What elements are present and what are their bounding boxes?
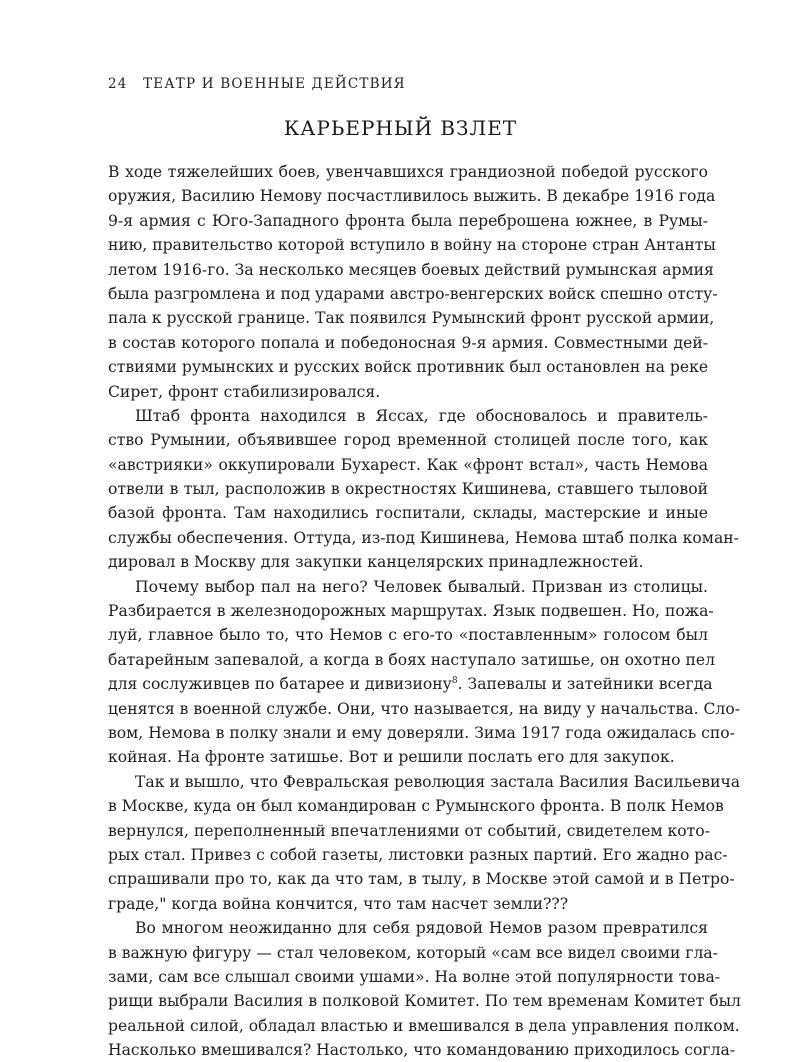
text-line: Во многом неожиданно для себя рядовой Немов разом превратился xyxy=(135,919,708,938)
text-line: пала к русской границе. Так появился Румынский фронт русской армии, xyxy=(108,309,715,328)
text-line: Так и вышло, что Февральская революция застала Василия Васильевича xyxy=(135,772,741,791)
text-line: Почему выбор пал на него? Человек бывалый. Призван из столицы. xyxy=(135,577,708,596)
footnote-ref: 8 xyxy=(451,676,458,687)
text-line: нию, правительство которой вступило в войну на стороне стран Антанты xyxy=(108,236,716,255)
text-line: оружия, Василию Немову посчастливилось выжить. В декабре 1916 года xyxy=(108,187,716,206)
text-line: койная. На фронте затишье. Вот и решили послать его для закупок. xyxy=(108,748,675,767)
text-line: дировал в Москву для закупки канцелярских принадлежностей. xyxy=(108,553,644,572)
text-line: летом 1916-го. За несколько месяцев боевых действий румынская армия xyxy=(108,260,714,279)
text-line: в важную фигуру — стал человеком, который «сам все видел своими гла- xyxy=(108,943,718,962)
running-head xyxy=(108,76,406,92)
text-line: ство Румынии, объявившее город временной столицей после того, как xyxy=(108,431,708,450)
text-line: рищи выбрали Василия в полковой Комитет. По тем временам Комитет был xyxy=(108,992,741,1011)
text-line: спрашивали про то, как да что там, в тылу, в Москве этой самой и в Петро- xyxy=(108,870,735,889)
page-number: 24 xyxy=(108,76,128,92)
text-line: Сирет, фронт стабилизировался. xyxy=(108,382,381,401)
text-line: реальной силой, обладал властью и вмешивался в дела управления полком. xyxy=(108,1016,740,1035)
text-line: Насколько вмешивался? Настолько, что командованию приходилось согла- xyxy=(108,1041,736,1060)
text-line: отвели в тыл, расположив в окрестностях Кишинева, ставшего тыловой xyxy=(108,480,708,499)
text-line: Штаб фронта находился в Яссах, где обосновалось и правитель- xyxy=(135,406,708,425)
text-line: базой фронта. Там находились госпитали, склады, мастерские и иные xyxy=(108,504,708,523)
text-line: Разбирается в железнодорожных маршрутах. Язык подвешен. Но, пожа- xyxy=(108,602,714,621)
text-line: ценятся в военной службе. Они, что называется, на виду у начальства. Сло- xyxy=(108,699,740,718)
text-line: граде," когда война кончится, что там насчет земли??? xyxy=(108,894,569,913)
text-line: вернулся, переполненный впечатлениями от событий, свидетелем кото- xyxy=(108,821,710,840)
running-title: ТЕАТР И ВОЕННЫЕ ДЕЙСТВИЯ xyxy=(143,76,406,92)
text-line: вом, Немова в полку знали и ему доверяли. Зима 1917 года ожидалась спо- xyxy=(108,723,735,742)
text-line: «австрияки» оккупировали Бухарест. Как «фронт встал», часть Немова xyxy=(108,455,708,474)
text-line: в Москве, куда он был командирован с Румынского фронта. В полк Немов xyxy=(108,797,724,816)
text-line: была разгромлена и под ударами австро-венгерских войск спешно отсту- xyxy=(108,284,718,303)
text-line: зами, сам все слышал своими ушами». На волне этой популярности това- xyxy=(108,967,721,986)
text-line: для сослуживцев по батарее и дивизиону$^8$. Запевалы и затейники всегда xyxy=(108,675,713,694)
body-text xyxy=(108,160,741,1062)
chapter-title: КАРЬЕРНЫЙ ВЗЛЕТ xyxy=(283,116,518,140)
text-line: В ходе тяжелейших боев, увенчавшихся грандиозной победой русского xyxy=(108,163,708,181)
text-line: рых стал. Привез с собой газеты, листовки разных партий. Его жадно рас- xyxy=(108,845,728,864)
text-line: в состав которого попала и победоносная 9-я армия. Совместными дей- xyxy=(108,333,708,352)
text-line: службы обеспечения. Оттуда, из-под Кишинева, Немова штаб полка коман- xyxy=(108,528,739,547)
text-line: батарейным запевалой, а когда в боях наступало затишье, он охотно пел xyxy=(108,650,716,669)
text-line: ствиями румынских и русских войск противник был остановлен на реке xyxy=(108,358,709,377)
text-line: луй, главное было то, что Немов с его-то «поставленным» голосом был xyxy=(108,626,708,645)
text-line: 9-я армия с Юго-Западного фронта была переброшена южнее, в Румы- xyxy=(108,211,708,230)
